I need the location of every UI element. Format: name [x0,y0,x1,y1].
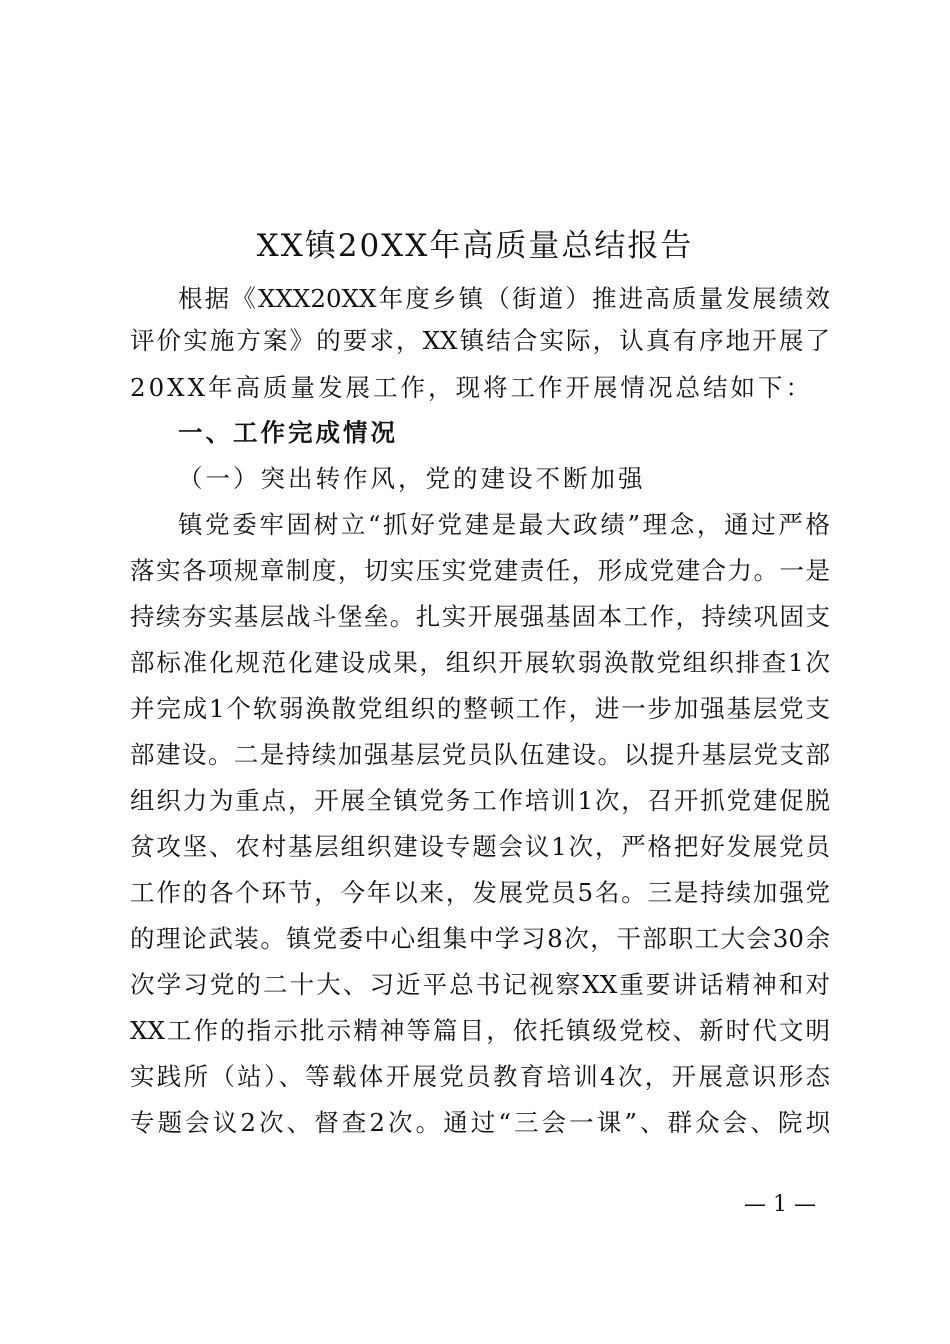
paragraph-line: 贫攻坚、农村基层组织建设专题会议1次，严格把好发展党员 [130,832,830,861]
document-title: XX镇20XX年高质量总结报告 [256,228,694,264]
paragraph-line: 落实各项规章制度，切实压实党建责任，形成党建合力。一是 [130,556,830,585]
paragraph-line: 组织力为重点，开展全镇党务工作培训1次，召开抓党建促脱 [130,786,830,815]
paragraph-line: 部建设。二是持续加强基层党员队伍建设。以提升基层党支部 [130,740,830,769]
paragraph-line: 20XX年高质量发展工作，现将工作开展情况总结如下： [130,373,814,402]
paragraph-line: 次学习党的二十大、习近平总书记视察XX重要讲话精神和对 [130,970,830,999]
section-heading: 一、工作完成情况 [178,418,398,447]
paragraph-line: 根据《XXX20XX年度乡镇（街道）推进高质量发展绩效 [178,284,830,313]
paragraph-line: 评价实施方案》的要求，XX镇结合实际，认真有序地开展了 [130,326,830,355]
page-number: — 1 — [744,1192,816,1217]
paragraph-line: 持续夯实基层战斗堡垒。扎实开展强基固本工作，持续巩固支 [130,602,830,631]
paragraph-line: XX工作的指示批示精神等篇目，依托镇级党校、新时代文明 [130,1016,830,1045]
paragraph-line: 实践所（站）、等载体开展党员教育培训4次，开展意识形态 [130,1062,830,1091]
paragraph-line: 工作的各个环节，今年以来，发展党员5名。三是持续加强党 [130,878,830,907]
paragraph-line: 专题会议2次、督查2次。通过“三会一课”、群众会、院坝 [130,1108,830,1137]
paragraph-line: 镇党委牢固树立“抓好党建是最大政绩”理念，通过严格 [178,510,830,539]
paragraph-line: 并完成1个软弱涣散党组织的整顿工作，进一步加强基层党支 [130,694,830,723]
paragraph-line: 的理论武装。镇党委中心组集中学习8次，干部职工大会30余 [130,924,830,953]
subsection-heading: （一）突出转作风，党的建设不断加强 [178,464,646,493]
paragraph-line: 部标准化规范化建设成果，组织开展软弱涣散党组织排查1次 [130,648,830,677]
